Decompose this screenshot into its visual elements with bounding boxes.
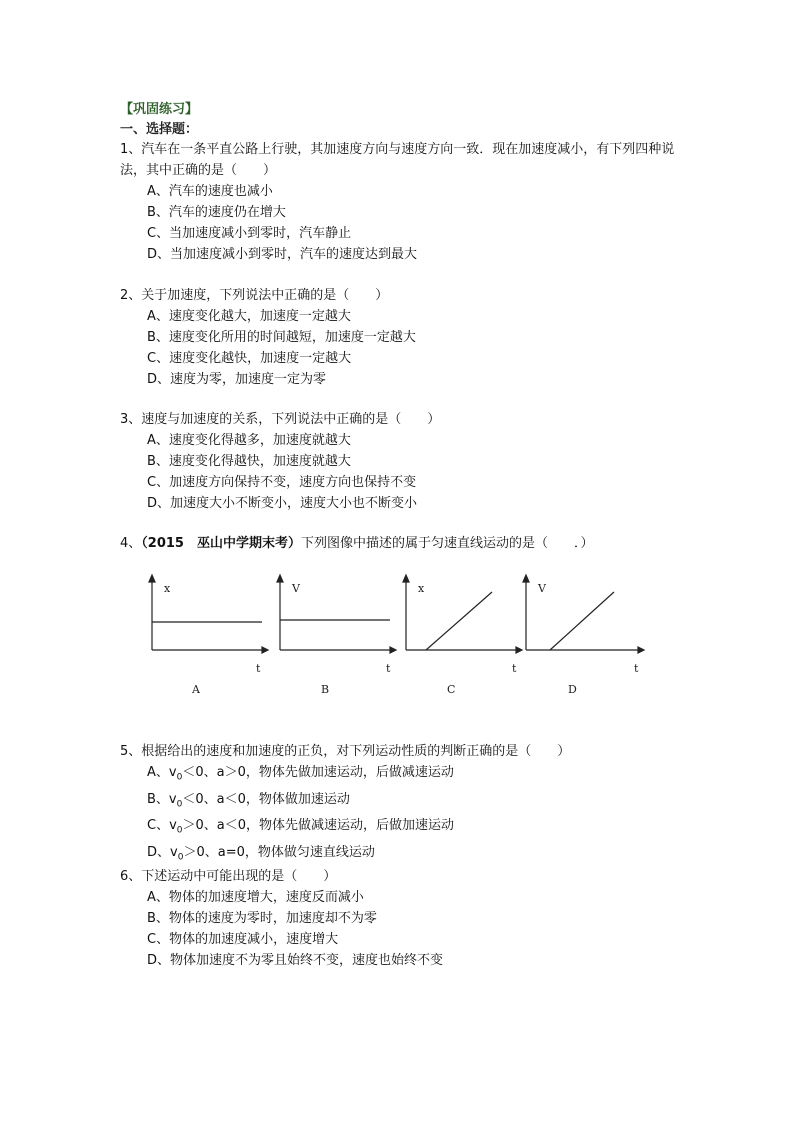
- graph-d-series: [550, 592, 614, 650]
- question-1: [120, 139, 685, 265]
- option-d: [120, 842, 685, 869]
- question-5: [120, 741, 685, 868]
- question-6: [120, 866, 685, 971]
- graph-d-t-label: t: [634, 662, 639, 675]
- motion-graphs: [140, 570, 660, 710]
- option-c: C、当加速度减小到零时，汽车静止: [147, 226, 352, 241]
- graph-d-axis-label: V: [538, 582, 546, 595]
- question-number: 4、: [120, 536, 142, 551]
- option-b: B、物体的速度为零时，加速度却不为零: [147, 911, 377, 926]
- graph-d-label: D: [568, 683, 577, 696]
- option-text: A、v: [147, 765, 177, 780]
- option-c: C、物体的加速度减小，速度增大: [147, 932, 339, 947]
- option-b: B、速度变化所用的时间越短，加速度一定越大: [147, 330, 416, 345]
- question-stem: 6、下述运动中可能出现的是（ ）: [120, 869, 337, 884]
- option-a: A、速度变化越大，加速度一定越大: [147, 309, 351, 324]
- question-stem: [120, 533, 685, 554]
- question-4: [120, 533, 685, 554]
- option-b: B、汽车的速度仍在增大: [147, 205, 286, 220]
- option-c: C、加速度方向保持不变，速度方向也保持不变: [147, 475, 417, 490]
- section-title: 一、选择题：: [120, 122, 199, 137]
- option-c: C、速度变化越快，加速度一定越大: [147, 351, 352, 366]
- option-d: D、加速度大小不断变小，速度大小也不断变小: [147, 496, 418, 511]
- graph-b-label: B: [321, 683, 330, 696]
- subscript: 0: [177, 852, 184, 863]
- option-text: ＞0、a=0，物体做匀速直线运动: [183, 844, 375, 860]
- option-b: [120, 789, 685, 816]
- subscript: 0: [176, 825, 183, 836]
- option-d: D、速度为零，加速度一定为零: [147, 372, 327, 387]
- graph-c-axis-label: x: [418, 582, 425, 595]
- option-text: ＜0、a＞0，物体先做加速运动，后做减速运动: [182, 765, 454, 780]
- option-b: B、速度变化得越快，加速度就越大: [147, 454, 351, 469]
- question-3: [120, 409, 685, 514]
- option-a: A、汽车的速度也减小: [147, 184, 273, 199]
- graphs-svg: [140, 570, 660, 710]
- graph-c-series: [426, 592, 492, 650]
- question-stem: 1、汽车在一条平直公路上行驶，其加速度方向与速度方向一致．现在加速度减小，有下列四种说法，其中正确的是（ ）: [120, 142, 675, 178]
- option-text: D、v: [147, 844, 178, 860]
- option-text: B、v: [147, 791, 177, 807]
- option-a: A、速度变化得越多，加速度就越大: [147, 433, 351, 448]
- subscript: 0: [176, 772, 183, 783]
- option-c: [120, 815, 685, 842]
- graph-b-t-label: t: [386, 662, 391, 675]
- question-2: [120, 285, 685, 390]
- graph-b-axis-label: V: [292, 582, 300, 595]
- graph-c-t-label: t: [512, 662, 517, 675]
- graph-a-t-label: t: [256, 662, 261, 675]
- graph-a-axis-label: x: [164, 582, 171, 595]
- option-d: D、物体加速度不为零且始终不变，速度也始终不变: [147, 953, 444, 968]
- subscript: 0: [176, 799, 183, 810]
- question-source: （2015 巫山中学期末考）: [141, 536, 301, 551]
- option-text: ＜0、a＜0，物体做加速运动: [182, 791, 350, 807]
- option-d: D、当加速度减小到零时，汽车的速度达到最大: [147, 247, 418, 262]
- option-text: ＞0、a＜0，物体先做减速运动，后做加速运动: [182, 818, 455, 834]
- option-text: C、v: [147, 818, 177, 834]
- option-a: [120, 762, 685, 789]
- question-stem: 2、关于加速度，下列说法中正确的是（ ）: [120, 288, 389, 303]
- question-stem: 3、速度与加速度的关系，下列说法中正确的是（ ）: [120, 412, 441, 427]
- question-stem: 5、根据给出的速度和加速度的正负，对下列运动性质的判断正确的是（ ）: [120, 744, 571, 759]
- graph-c-label: C: [447, 683, 456, 696]
- question-text: 下列图像中描述的属于匀速直线运动的是（ ．）: [300, 536, 594, 551]
- graph-a-label: A: [192, 683, 200, 696]
- exercise-header: 【巩固练习】: [120, 102, 199, 117]
- option-a: A、物体的加速度增大，速度反而减小: [147, 890, 364, 905]
